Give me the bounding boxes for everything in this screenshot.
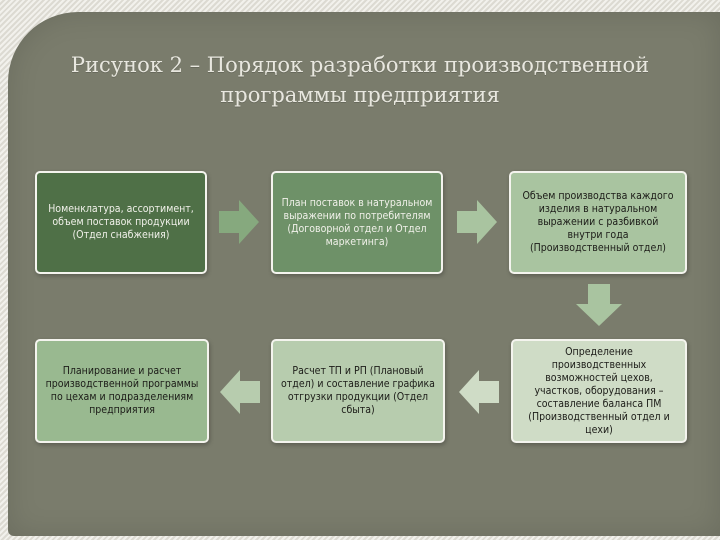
step-box-2 xyxy=(271,171,443,274)
step-box-5 xyxy=(271,339,445,443)
step-box-4 xyxy=(511,339,687,443)
step-box-6-text: Планирование и расчет производственной программы по цехам и подразделениям предприятия xyxy=(45,365,199,416)
arrow-left-icon xyxy=(220,370,260,414)
step-box-3 xyxy=(509,171,687,274)
diagram-title-line-2: программы предприятия xyxy=(220,83,500,107)
arrow-right-icon xyxy=(219,200,259,244)
arrow-left-icon xyxy=(459,370,499,414)
step-box-5-text: Расчет ТП и РП (Плановый отдел) и составление графика отгрузки продукции (Отдел сбыта) xyxy=(281,365,435,416)
step-box-1 xyxy=(35,171,207,274)
step-box-6 xyxy=(35,339,209,443)
diagram-title xyxy=(40,50,680,110)
arrow-right-icon xyxy=(457,200,497,244)
arrow-down-icon xyxy=(576,284,622,326)
step-box-4-text: Определение производственных возможностей цехов, участков, оборудования – составление баланса ПМ (Производственный отдел и цехи) xyxy=(528,345,670,436)
diagram-title-line-1: Рисунок 2 – Порядок разработки производственной xyxy=(70,53,650,77)
step-box-1-text: Номенклатура, ассортимент, объем поставок продукции (Отдел снабжения) xyxy=(48,203,194,241)
step-box-3-text: Объем производства каждого изделия в натуральном выражении с разбивкой внутри года (Производственный отдел) xyxy=(522,190,674,254)
step-box-2-text: План поставок в натуральном выражении по потребителям (Договорной отдел и Отдел маркетинга) xyxy=(281,196,433,248)
